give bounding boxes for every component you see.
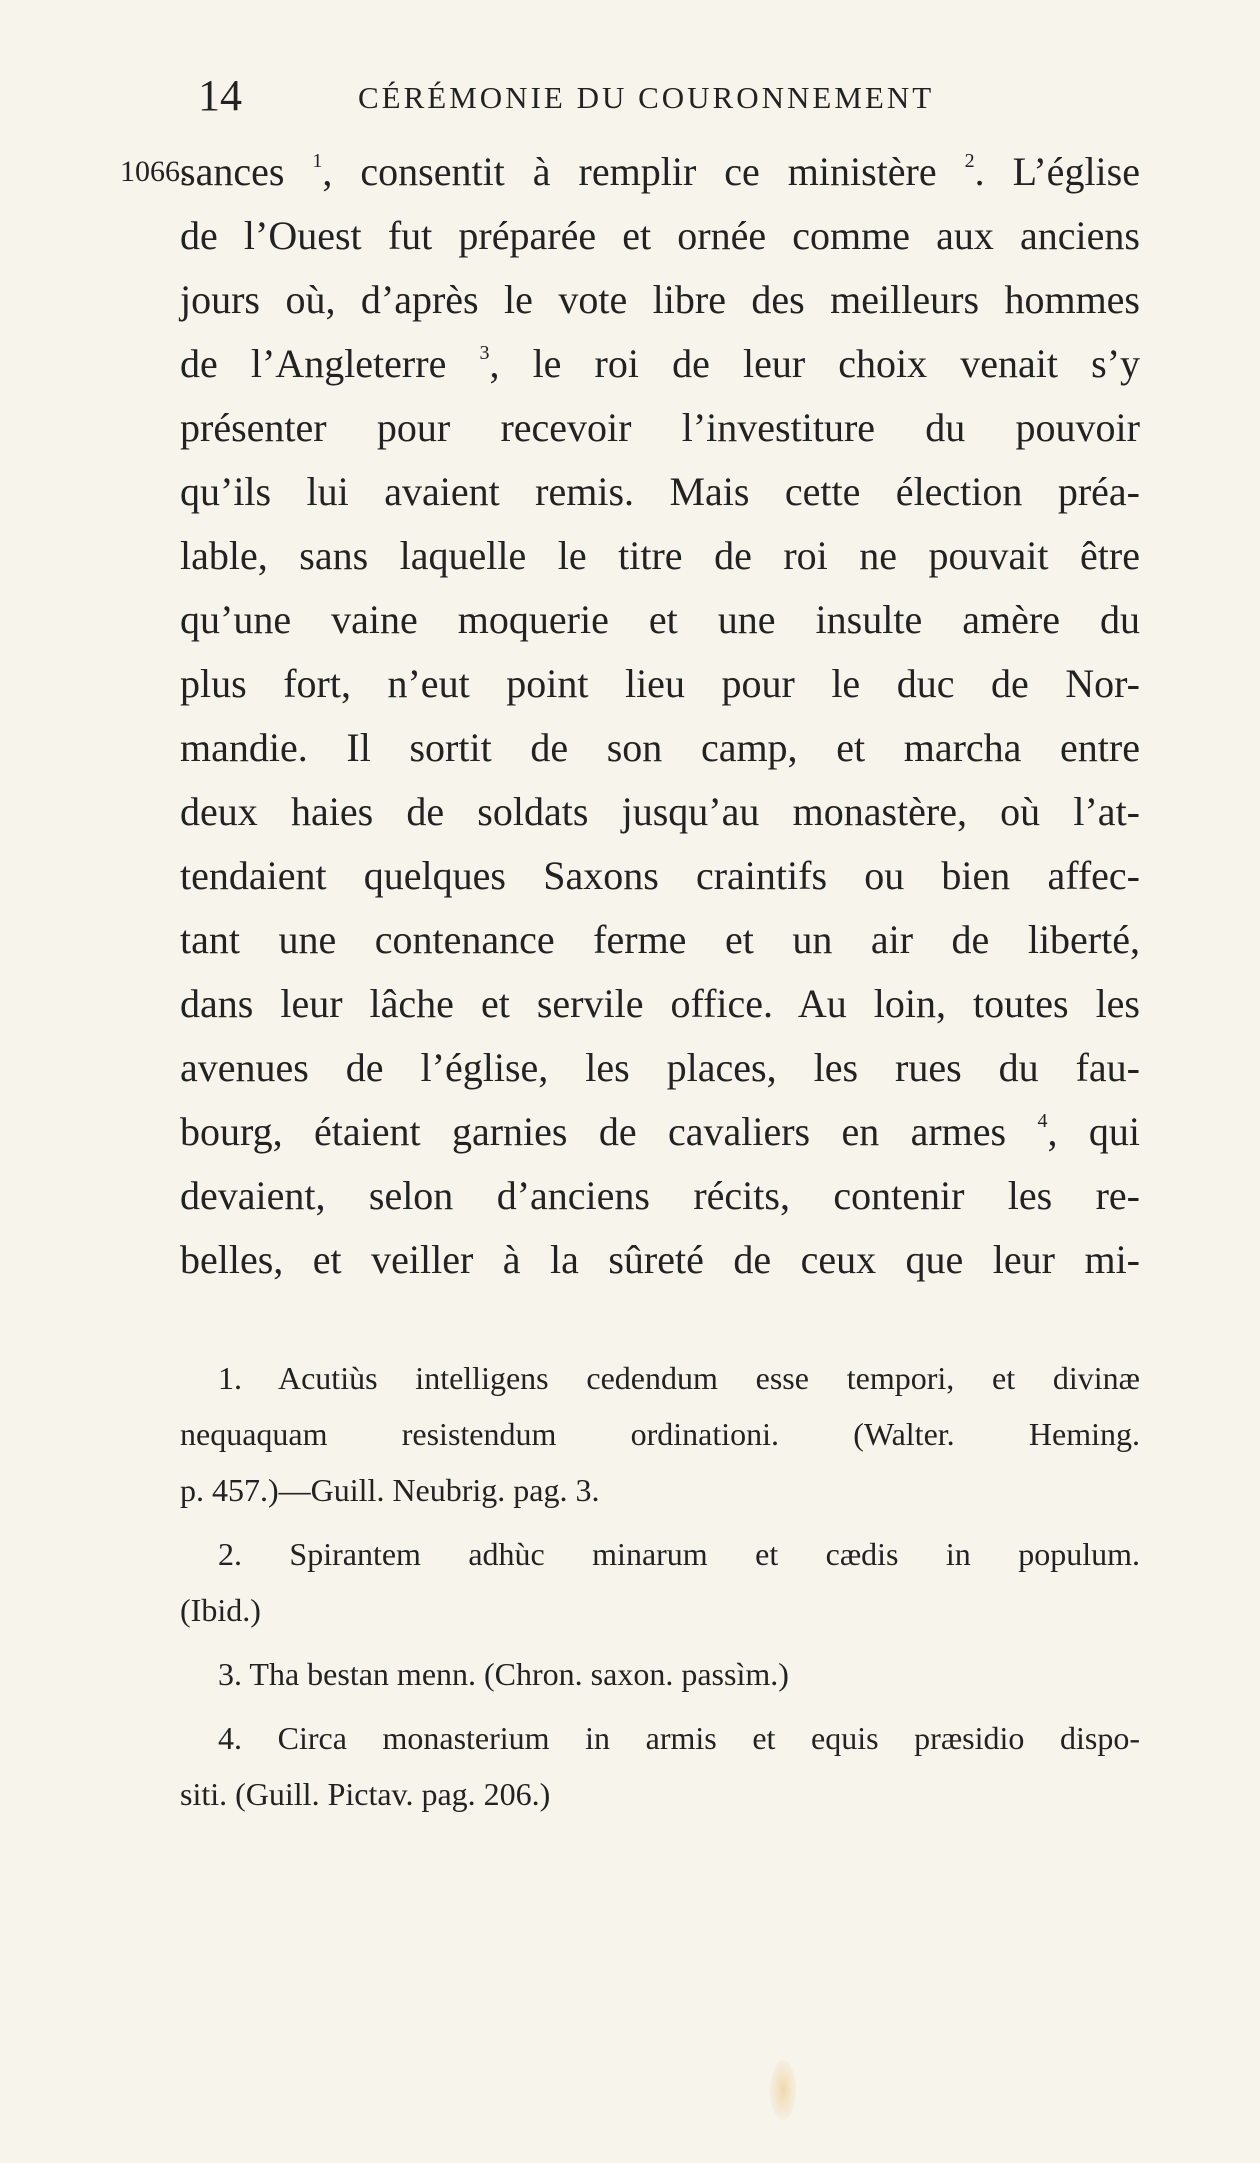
text-line: tendaient quelques Saxons craintifs ou bien affec-	[180, 853, 1140, 898]
text-line: bourg, étaient garnies de cavaliers en armes $^4$, qui	[180, 1109, 1140, 1154]
text-line: qu’une vaine moquerie et une insulte amère du	[180, 597, 1140, 642]
footnote-ref: 2	[964, 150, 975, 172]
footnote-line: 1. Acutiùs intelligens cedendum esse tempori, et divinæ	[218, 1360, 1140, 1396]
footnote-line: siti. (Guill. Pictav. pag. 206.)	[180, 1776, 551, 1812]
text-line: deux haies de soldats jusqu’au monastère, où l’at-	[180, 789, 1140, 834]
footnote-line: 3. Tha bestan menn. (Chron. saxon. passìm.)	[218, 1656, 789, 1692]
footnote-line: 2. Spirantem adhùc minarum et cædis in populum.	[218, 1536, 1140, 1572]
footnote-line: p. 457.)—Guill. Neubrig. pag. 3.	[180, 1472, 600, 1508]
text-line: avenues de l’église, les places, les rues du fau-	[180, 1045, 1140, 1090]
footnote-line: nequaquam resistendum ordinationi. (Walter. Heming.	[180, 1416, 1140, 1452]
text-line: jours où, d’après le vote libre des meilleurs hommes	[180, 277, 1140, 322]
footnote-ref: 3	[479, 342, 490, 364]
text-line: dans leur lâche et servile office. Au loin, toutes les	[180, 981, 1140, 1026]
footnote-4	[180, 1710, 1140, 1822]
text-line: devaient, selon d’anciens récits, contenir les re-	[180, 1173, 1140, 1218]
text-line: tant une contenance ferme et un air de liberté,	[180, 917, 1140, 962]
footnote-2	[180, 1526, 1140, 1638]
footnote-ref: 1	[312, 150, 323, 172]
text-line: présenter pour recevoir l’investiture du pouvoir	[180, 405, 1140, 450]
footnote-line: 4. Circa monasterium in armis et equis præsidio dispo-	[218, 1720, 1140, 1756]
text-line: belles, et veiller à la sûreté de ceux que leur mi-	[180, 1237, 1140, 1282]
margin-year: 1066.	[120, 155, 188, 188]
footnotes	[180, 1350, 1140, 1822]
page-header	[180, 70, 1140, 130]
text-line: plus fort, n’eut point lieu pour le duc de Nor-	[180, 661, 1140, 706]
footnote-1	[180, 1350, 1140, 1518]
text-line: sances $^1$, consentit à remplir ce ministère $^2$. L’église	[180, 149, 1140, 194]
text-line: lable, sans laquelle le titre de roi ne pouvait être	[180, 533, 1140, 578]
text-line: mandie. Il sortit de son camp, et marcha entre	[180, 725, 1140, 770]
footnote-3	[180, 1646, 1140, 1702]
footnote-line: (Ibid.)	[180, 1592, 261, 1628]
main-text-block	[180, 140, 1140, 1292]
text-line: de l’Ouest fut préparée et ornée comme aux anciens	[180, 213, 1140, 258]
paper-stain	[770, 2060, 796, 2120]
page-number: 14	[198, 71, 242, 120]
footnote-ref: 4	[1037, 1110, 1048, 1132]
text-line: de l’Angleterre $^3$, le roi de leur choix venait s’y	[180, 341, 1141, 386]
text-line: qu’ils lui avaient remis. Mais cette élection préa-	[180, 469, 1140, 514]
running-title: CÉRÉMONIE DU COURONNEMENT	[358, 80, 935, 115]
